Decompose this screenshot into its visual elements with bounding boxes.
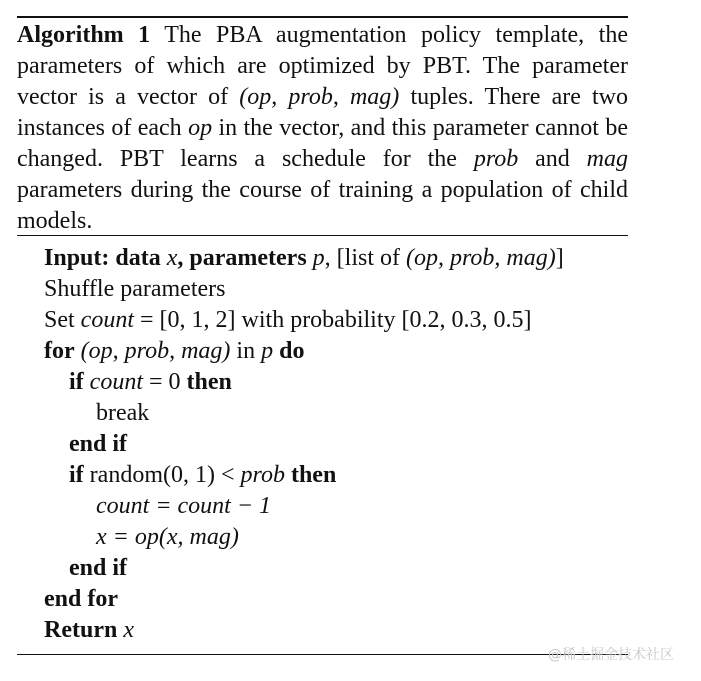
count-update-line: count = count − 1 [96, 493, 272, 519]
watermark: @稀土掘金技术社区 [548, 647, 674, 663]
end-if-line-2: end if [69, 555, 128, 581]
end-for-line: end for [44, 586, 118, 612]
apply-op-line: x = op(x, mag) [96, 524, 239, 550]
bottom-rule [17, 654, 628, 655]
for-line: for (op, prob, mag) in p do [44, 338, 305, 364]
top-rule [17, 16, 628, 18]
caption-tuple: (op, prob, mag) [239, 84, 400, 110]
algorithm-label: Algorithm 1 [17, 22, 151, 48]
end-if-line-1: end if [69, 431, 128, 457]
if-count-line: if count = 0 then [69, 369, 232, 395]
caption-text-1: The PBA augmentation policy template, the parameters of which are optimized by PBT. The parameter vector is a vector of [17, 22, 629, 110]
algorithm-body [44, 243, 644, 646]
set-count-line: Set count = [0, 1, 2] with probability [0.2, 0.3, 0.5] [44, 307, 532, 333]
caption-text-4: and [518, 146, 587, 172]
input-line: Input: data x, parameters p, [list of (op, prob, mag)] [44, 245, 564, 271]
break-line: break [96, 400, 150, 426]
caption-prob: prob [473, 146, 519, 172]
caption-op: op [188, 115, 213, 141]
caption-text-2: tuples. There are two instances of each [17, 84, 629, 141]
if-random-line: if random(0, 1) < prob then [69, 462, 337, 488]
caption-mag: mag [586, 146, 629, 172]
caption-rule [17, 235, 628, 236]
return-line: Return x [44, 617, 134, 643]
caption-text-3: in the vector, and this parameter cannot be changed. PBT learns a schedule for the [17, 115, 629, 172]
algorithm-caption [17, 20, 628, 237]
caption-text-5: parameters during the course of training a population of child models. [17, 177, 628, 234]
shuffle-line: Shuffle parameters [44, 276, 226, 302]
